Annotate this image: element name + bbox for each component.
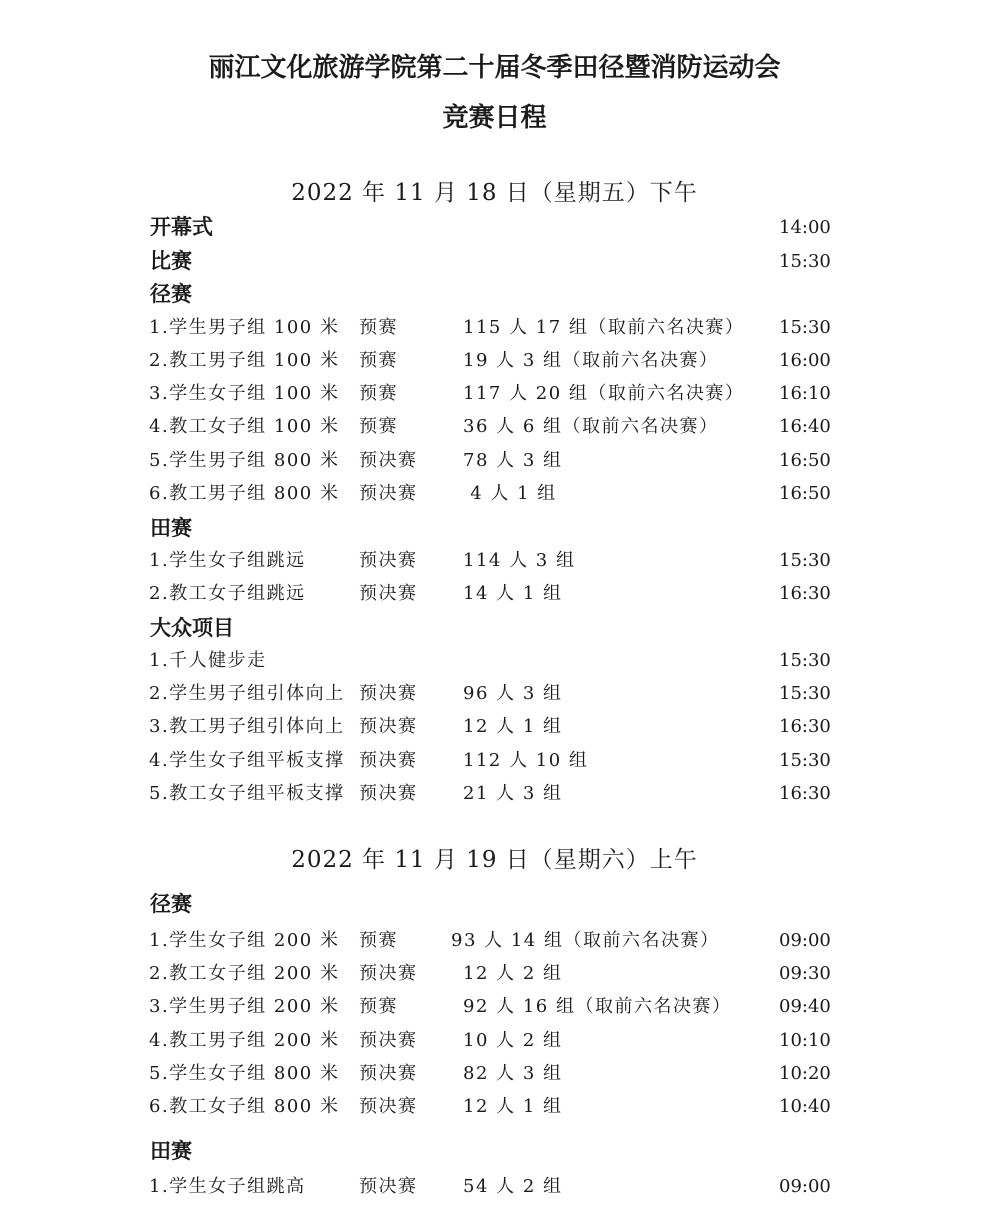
event-count: 96 人 3 组	[463, 683, 563, 704]
day2-track-label: 径赛	[150, 891, 192, 916]
event-count: 112 人 10 组	[463, 750, 589, 771]
event-name: 2.教工女子组 200 米	[149, 963, 340, 984]
event-name: 1.学生女子组跳高	[149, 1176, 306, 1197]
event-count: 115 人 17 组（取前六名决赛）	[463, 317, 745, 338]
event-count: 36 人 6 组（取前六名决赛）	[463, 416, 719, 437]
competition-label: 比赛	[150, 248, 192, 273]
event-time: 16:30	[779, 583, 831, 604]
event-name: 3.学生男子组 200 米	[149, 996, 340, 1017]
opening-time: 14:00	[779, 217, 831, 238]
event-time: 16:50	[779, 450, 831, 471]
event-name: 3.教工男子组引体向上	[149, 716, 345, 737]
event-name: 5.学生男子组 800 米	[149, 450, 340, 471]
schedule-row	[0, 780, 989, 808]
event-name: 1.千人健步走	[149, 650, 267, 671]
event-round: 预决赛	[359, 1176, 418, 1197]
event-time: 15:30	[779, 650, 831, 671]
event-round: 预决赛	[359, 483, 418, 504]
event-name: 4.教工女子组 100 米	[149, 416, 340, 437]
event-count: 12 人 1 组	[463, 716, 563, 737]
schedule-row	[0, 480, 989, 508]
schedule-row	[0, 1060, 989, 1088]
event-name: 6.教工男子组 800 米	[149, 483, 340, 504]
day1-heading: 2022 年 11 月 18 日（星期五）下午	[291, 180, 698, 206]
event-round: 预赛	[359, 350, 398, 371]
event-time: 15:30	[779, 683, 831, 704]
event-round: 预决赛	[359, 783, 418, 804]
schedule-row	[0, 1173, 989, 1201]
event-name: 1.学生女子组 200 米	[149, 930, 340, 951]
schedule-row	[0, 747, 989, 775]
schedule-row	[0, 993, 989, 1021]
event-round: 预赛	[359, 416, 398, 437]
event-name: 1.学生男子组 100 米	[149, 317, 340, 338]
schedule-row	[0, 447, 989, 475]
event-time: 09:30	[779, 963, 831, 984]
event-count: 114 人 3 组	[463, 550, 576, 571]
event-time: 15:30	[779, 317, 831, 338]
schedule-row	[0, 347, 989, 375]
event-time: 16:30	[779, 783, 831, 804]
event-time: 10:40	[779, 1096, 831, 1117]
schedule-row	[0, 1093, 989, 1121]
event-name: 5.学生女子组 800 米	[149, 1063, 340, 1084]
event-round: 预决赛	[359, 963, 418, 984]
schedule-row	[0, 547, 989, 575]
event-count: 21 人 3 组	[463, 783, 563, 804]
event-count: 117 人 20 组（取前六名决赛）	[463, 383, 745, 404]
event-name: 4.学生女子组平板支撑	[149, 750, 345, 771]
schedule-row	[0, 314, 989, 342]
event-time: 16:10	[779, 383, 831, 404]
event-round: 预决赛	[359, 1030, 418, 1051]
event-count: 54 人 2 组	[463, 1176, 563, 1197]
event-round: 预决赛	[359, 583, 418, 604]
event-count: 10 人 2 组	[463, 1030, 563, 1051]
event-count: 4 人 1 组	[463, 483, 557, 504]
event-name: 2.学生男子组引体向上	[149, 683, 345, 704]
event-round: 预赛	[359, 996, 398, 1017]
event-time: 16:00	[779, 350, 831, 371]
event-time: 16:50	[779, 483, 831, 504]
page-title: 丽江文化旅游学院第二十届冬季田径暨消防运动会	[208, 53, 781, 83]
event-count: 14 人 1 组	[463, 583, 563, 604]
day1-field-label: 田赛	[150, 515, 192, 540]
event-time: 16:30	[779, 716, 831, 737]
day1-track-label: 径赛	[150, 281, 192, 306]
schedule-row	[0, 927, 989, 955]
event-time: 15:30	[779, 550, 831, 571]
event-name: 2.教工女子组跳远	[149, 583, 306, 604]
event-round: 预赛	[359, 317, 398, 338]
event-name: 4.教工男子组 200 米	[149, 1030, 340, 1051]
day2-heading: 2022 年 11 月 19 日（星期六）上午	[291, 847, 698, 873]
event-name: 1.学生女子组跳远	[149, 550, 306, 571]
event-name: 5.教工女子组平板支撑	[149, 783, 345, 804]
schedule-row	[0, 380, 989, 408]
event-count: 82 人 3 组	[463, 1063, 563, 1084]
event-name: 2.教工男子组 100 米	[149, 350, 340, 371]
opening-label: 开幕式	[150, 214, 213, 239]
event-time: 09:40	[779, 996, 831, 1017]
event-round: 预决赛	[359, 750, 418, 771]
event-count: 78 人 3 组	[463, 450, 563, 471]
event-count: 12 人 1 组	[463, 1096, 563, 1117]
day2-field-label: 田赛	[150, 1138, 192, 1163]
schedule-row	[0, 647, 989, 675]
event-name: 3.学生女子组 100 米	[149, 383, 340, 404]
event-time: 10:20	[779, 1063, 831, 1084]
event-round: 预决赛	[359, 1063, 418, 1084]
competition-time: 15:30	[779, 251, 831, 272]
event-round: 预决赛	[359, 450, 418, 471]
event-time: 10:10	[779, 1030, 831, 1051]
event-time: 09:00	[779, 1176, 831, 1197]
schedule-row	[0, 960, 989, 988]
event-round: 预决赛	[359, 1096, 418, 1117]
event-time: 15:30	[779, 750, 831, 771]
event-round: 预赛	[359, 930, 398, 951]
event-count: 12 人 2 组	[463, 963, 563, 984]
event-name: 6.教工女子组 800 米	[149, 1096, 340, 1117]
event-round: 预决赛	[359, 716, 418, 737]
day1-mass-label: 大众项目	[150, 615, 234, 640]
event-time: 09:00	[779, 930, 831, 951]
event-time: 16:40	[779, 416, 831, 437]
schedule-row	[0, 580, 989, 608]
event-count: 92 人 16 组（取前六名决赛）	[463, 996, 732, 1017]
schedule-row	[0, 413, 989, 441]
event-count: 19 人 3 组（取前六名决赛）	[463, 350, 719, 371]
event-round: 预决赛	[359, 550, 418, 571]
schedule-row	[0, 1027, 989, 1055]
event-count: 93 人 14 组（取前六名决赛）	[451, 930, 720, 951]
event-round: 预赛	[359, 383, 398, 404]
schedule-row	[0, 680, 989, 708]
schedule-row	[0, 713, 989, 741]
page-subtitle: 竞赛日程	[442, 103, 547, 133]
event-round: 预决赛	[359, 683, 418, 704]
